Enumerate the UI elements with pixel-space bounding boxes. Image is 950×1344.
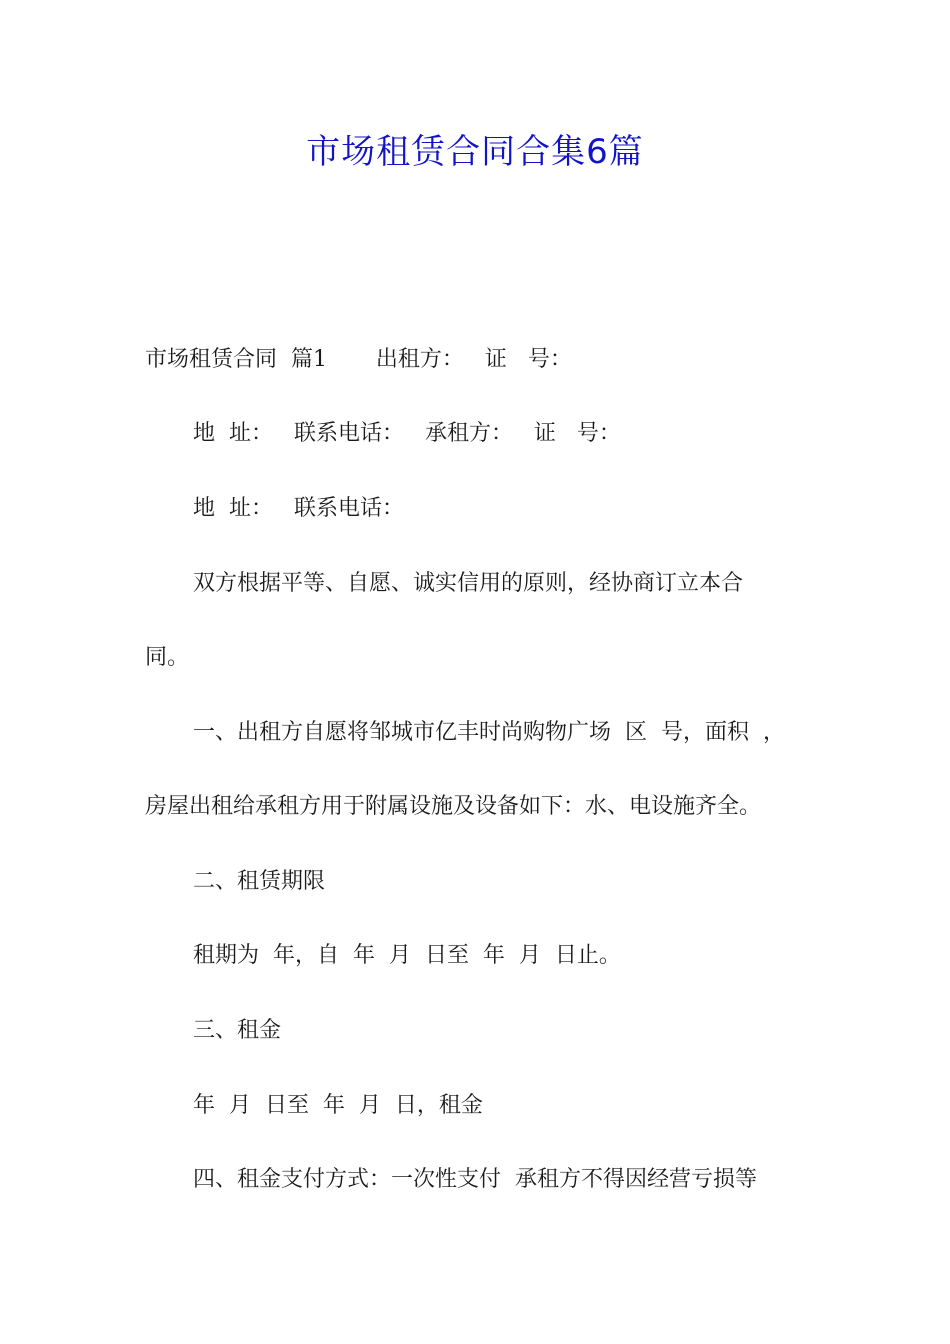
- contract-heading-line: 市场租赁合同 篇1 出租方： 证 号：: [145, 347, 572, 372]
- party-info-line: 地 址： 联系电话： 承租方： 证 号：: [193, 421, 621, 446]
- clause-4-line: 四、租金支付方式：一次性支付 承租方不得因经营亏损等: [193, 1167, 757, 1192]
- preamble-line: 双方根据平等、自愿、诚实信用的原则，经协商订立本合: [193, 571, 744, 596]
- party-address-line: 地 址： 联系电话：: [193, 496, 404, 521]
- preamble-continuation: 同。: [145, 645, 190, 670]
- rent-period-line: 年 月 日至 年 月 日，租金: [193, 1093, 483, 1118]
- clause-3-heading: 三、租金: [193, 1018, 282, 1043]
- clause-1-continuation: 房屋出租给承租方用于附属设施及设备如下：水、电设施齐全。: [145, 794, 762, 819]
- lease-term-line: 租期为 年，自 年 月 日至 年 月 日止。: [193, 943, 621, 968]
- clause-1-line: 一、出租方自愿将邹城市亿丰时尚购物广场 区 号，面积 ，: [193, 720, 785, 745]
- clause-2-heading: 二、租赁期限: [193, 869, 326, 894]
- document-title: 市场租赁合同合集6篇: [306, 132, 644, 172]
